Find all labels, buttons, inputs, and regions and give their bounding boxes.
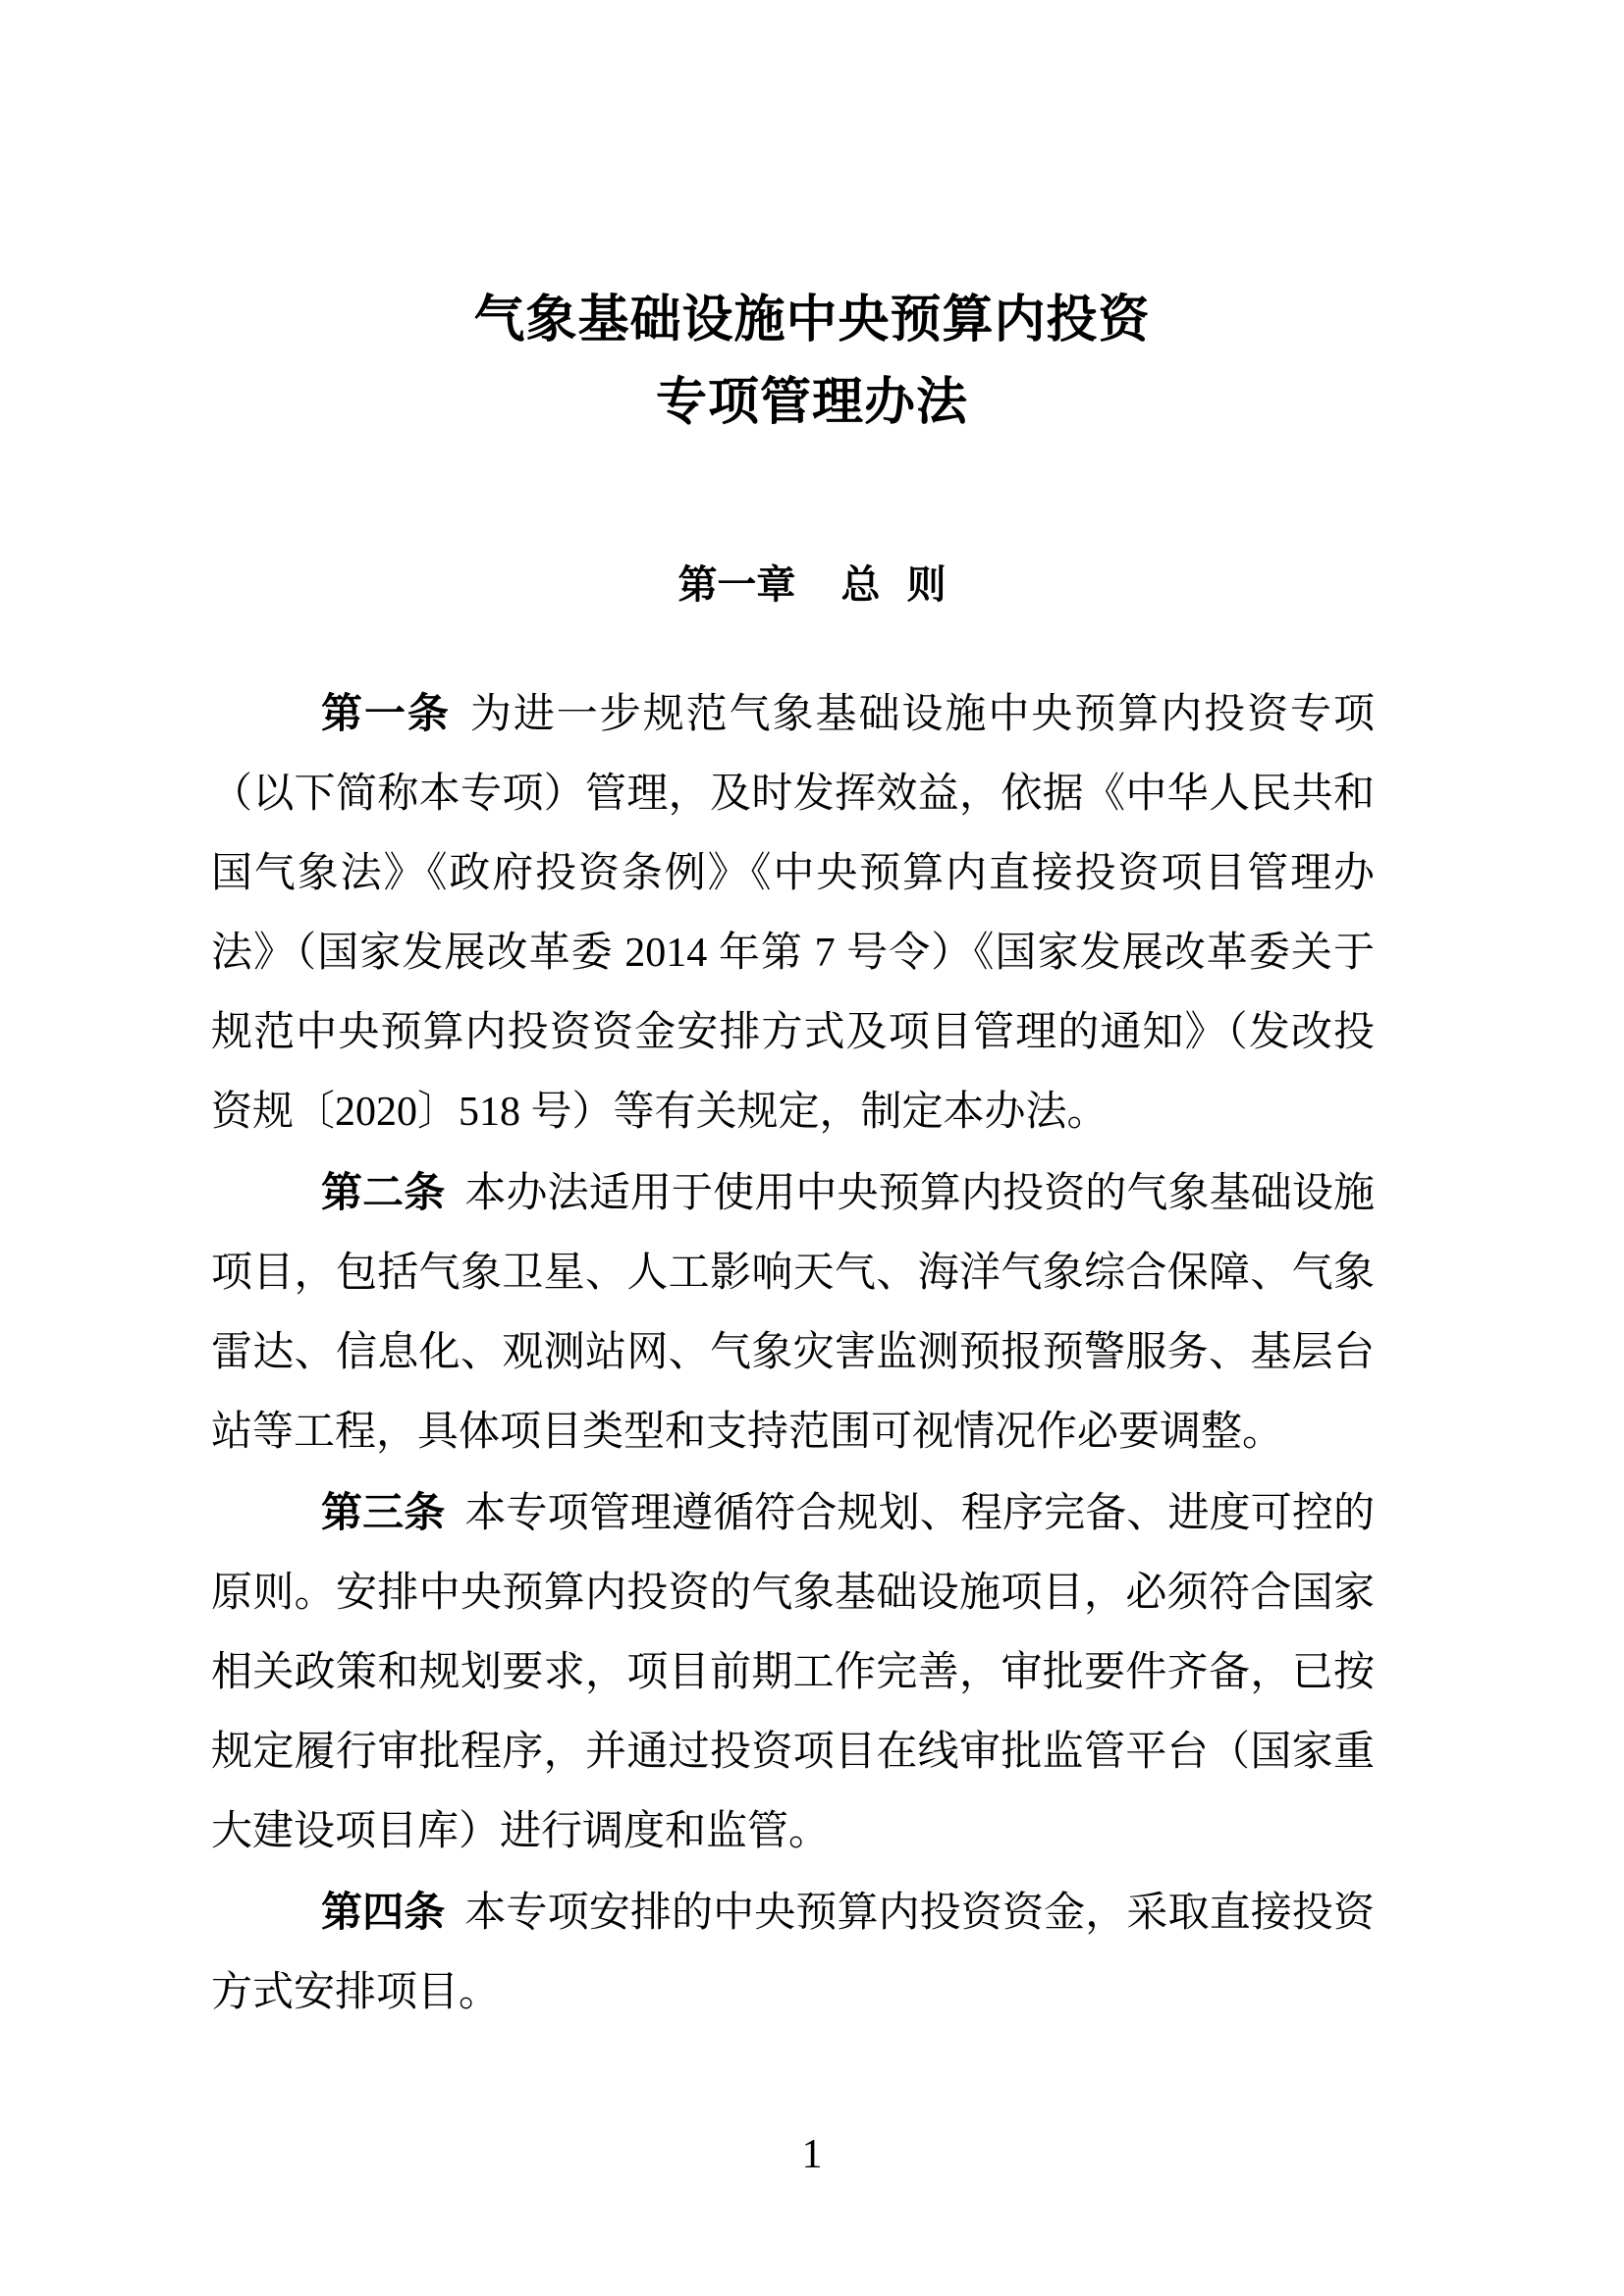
title-line-1: 气象基础设施中央预算内投资: [473, 293, 1151, 348]
article-label-2: 第二条: [321, 1169, 446, 1215]
article-paragraph-1: [211, 673, 1375, 1152]
document-body: [211, 673, 1375, 2033]
page-number: 1: [801, 2132, 823, 2177]
article-paragraph-3: [211, 1472, 1375, 1872]
article-text-3: 本专项管理遵循符合规划、程序完备、进度可控的原则。安排中央预算内投资的气象基础设施项目，必须符合国家相关政策和规划要求，项目前期工作完善，审批要件齐备，已按规定履行审批程序，并通过投资项目在线审批监管平台（国家重大建设项目库）进行调度和监管。: [211, 1491, 1375, 1854]
document-title: [0, 280, 1624, 445]
chapter-name: 总 则: [840, 563, 947, 607]
article-text-2: 本办法适用于使用中央预算内投资的气象基础设施项目，包括气象卫星、人工影响天气、海洋气象综合保障、气象雷达、信息化、观测站网、气象灾害监测预报预警服务、基层台站等工程，具体项目类型和支持范围可视情况作必要调整。: [211, 1171, 1375, 1455]
article-text-1: 为进一步规范气象基础设施中央预算内投资专项（以下简称本专项）管理，及时发挥效益，依据《中华人民共和国气象法》《政府投资条例》《中央预算内直接投资项目管理办法》（国家发展改革委 2014 年第 7 号令）《国家发展改革委关于规范中央预算内投资资金安排方式及项目管理的通知》（发改投资规〔2020〕518 号）等有关规定，制定本办法。: [211, 692, 1375, 1135]
article-text-4: 本专项安排的中央预算内投资资金，采取直接投资方式安排项目。: [211, 1891, 1375, 2015]
chapter-heading: [0, 565, 1624, 605]
title-line-2: 专项管理办法: [655, 375, 968, 431]
article-paragraph-4: [211, 1872, 1375, 2033]
chapter-number: 第一章: [677, 563, 796, 607]
article-label-1: 第一条: [321, 690, 451, 736]
article-label-4: 第四条: [321, 1889, 446, 1935]
article-label-3: 第三条: [321, 1489, 446, 1535]
article-paragraph-2: [211, 1152, 1375, 1472]
